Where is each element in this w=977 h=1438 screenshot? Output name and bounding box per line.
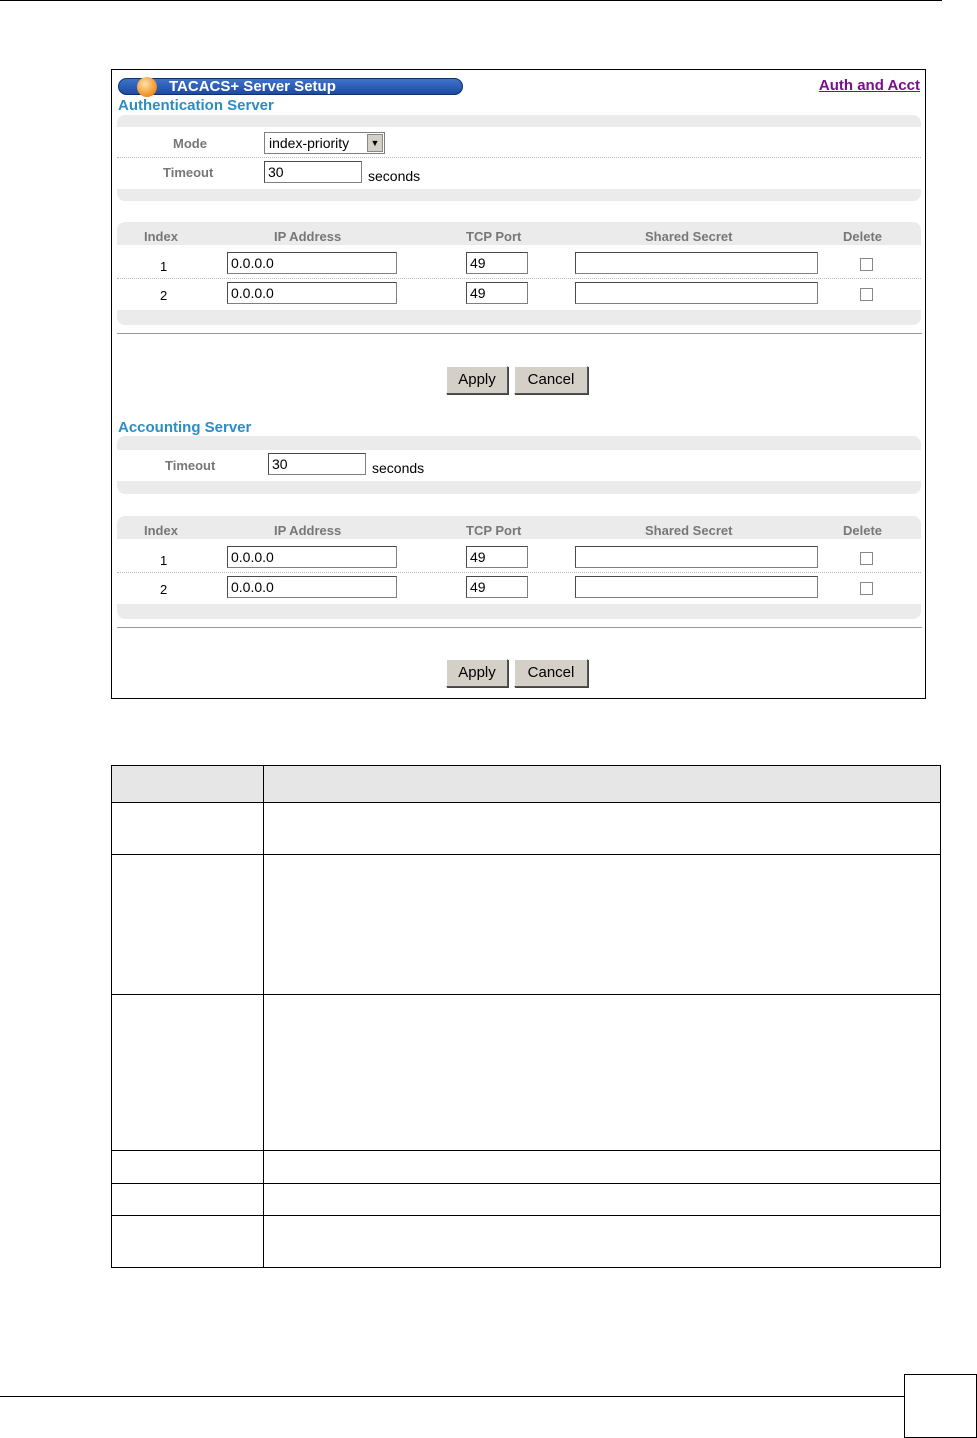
field-description-table xyxy=(111,765,941,1268)
auth-section-title: Authentication Server xyxy=(118,97,274,114)
acct-col-index: Index xyxy=(144,523,178,538)
auth-col-delete: Delete xyxy=(843,229,883,244)
auth-mode-value: index-priority xyxy=(269,135,350,151)
auth-row-2-ip-input[interactable] xyxy=(227,282,397,304)
auth-row-2-port-input[interactable] xyxy=(466,282,528,304)
acct-col-delete: Delete xyxy=(843,523,883,538)
acct-col-ip: IP Address xyxy=(274,523,342,538)
acct-row-1-port-input[interactable] xyxy=(466,546,528,568)
column-divider xyxy=(263,766,264,1267)
auth-divider xyxy=(117,333,922,334)
title-bar xyxy=(118,78,463,95)
acct-settings-panel xyxy=(117,436,921,494)
acct-apply-button[interactable]: Apply xyxy=(446,659,508,687)
auth-mode-select[interactable] xyxy=(264,132,385,154)
footer-rule xyxy=(0,1396,904,1397)
page-number-box xyxy=(904,1374,977,1438)
orb-icon xyxy=(137,77,157,97)
auth-col-index: Index xyxy=(144,229,178,244)
auth-timeout-label: Timeout xyxy=(163,165,214,180)
acct-col-secret: Shared Secret xyxy=(645,523,733,538)
auth-col-secret: Shared Secret xyxy=(645,229,733,244)
acct-timeout-input[interactable] xyxy=(268,453,366,475)
row-divider xyxy=(112,1150,940,1151)
auth-and-acct-link[interactable]: Auth and Acct xyxy=(818,77,920,94)
acct-row-1-delete-checkbox[interactable] xyxy=(860,552,873,565)
row-divider xyxy=(112,994,940,995)
row-divider xyxy=(112,1215,940,1216)
header-rule xyxy=(0,0,942,1)
tacacs-setup-screen xyxy=(111,69,926,699)
table-header xyxy=(112,766,940,803)
row-divider xyxy=(112,1183,940,1184)
row-divider xyxy=(112,854,940,855)
auth-row-2-index: 2 xyxy=(160,288,168,303)
acct-section-title: Accounting Server xyxy=(118,419,252,436)
acct-row-2-index: 2 xyxy=(160,582,168,597)
acct-row-2-port-input[interactable] xyxy=(466,576,528,598)
chevron-down-icon[interactable]: ▼ xyxy=(367,134,383,152)
auth-settings-panel xyxy=(117,115,921,201)
acct-server-table xyxy=(117,516,921,619)
acct-timeout-label: Timeout xyxy=(165,458,216,473)
acct-row-2-ip-input[interactable] xyxy=(227,576,397,598)
acct-cancel-button[interactable]: Cancel xyxy=(514,659,588,687)
acct-row-1-index: 1 xyxy=(160,553,168,568)
page-title: TACACS+ Server Setup xyxy=(169,78,336,95)
auth-col-port: TCP Port xyxy=(466,229,522,244)
auth-mode-label: Mode xyxy=(173,136,207,151)
auth-row-2-delete-checkbox[interactable] xyxy=(860,288,873,301)
auth-timeout-input[interactable] xyxy=(264,161,362,183)
auth-row-1-index: 1 xyxy=(160,259,168,274)
acct-row-2-delete-checkbox[interactable] xyxy=(860,582,873,595)
auth-row-1-delete-checkbox[interactable] xyxy=(860,258,873,271)
auth-apply-button[interactable]: Apply xyxy=(446,366,508,394)
auth-cancel-button[interactable]: Cancel xyxy=(514,366,588,394)
auth-row-1-secret-input[interactable] xyxy=(575,252,818,274)
auth-server-table xyxy=(117,222,921,325)
auth-row-1-port-input[interactable] xyxy=(466,252,528,274)
acct-row-1-ip-input[interactable] xyxy=(227,546,397,568)
acct-row-2-secret-input[interactable] xyxy=(575,576,818,598)
auth-col-ip: IP Address xyxy=(274,229,342,244)
acct-col-port: TCP Port xyxy=(466,523,522,538)
acct-divider xyxy=(117,627,922,628)
auth-row-2-secret-input[interactable] xyxy=(575,282,818,304)
auth-timeout-unit: seconds xyxy=(368,168,421,184)
acct-timeout-unit: seconds xyxy=(372,460,425,476)
acct-row-1-secret-input[interactable] xyxy=(575,546,818,568)
auth-row-1-ip-input[interactable] xyxy=(227,252,397,274)
